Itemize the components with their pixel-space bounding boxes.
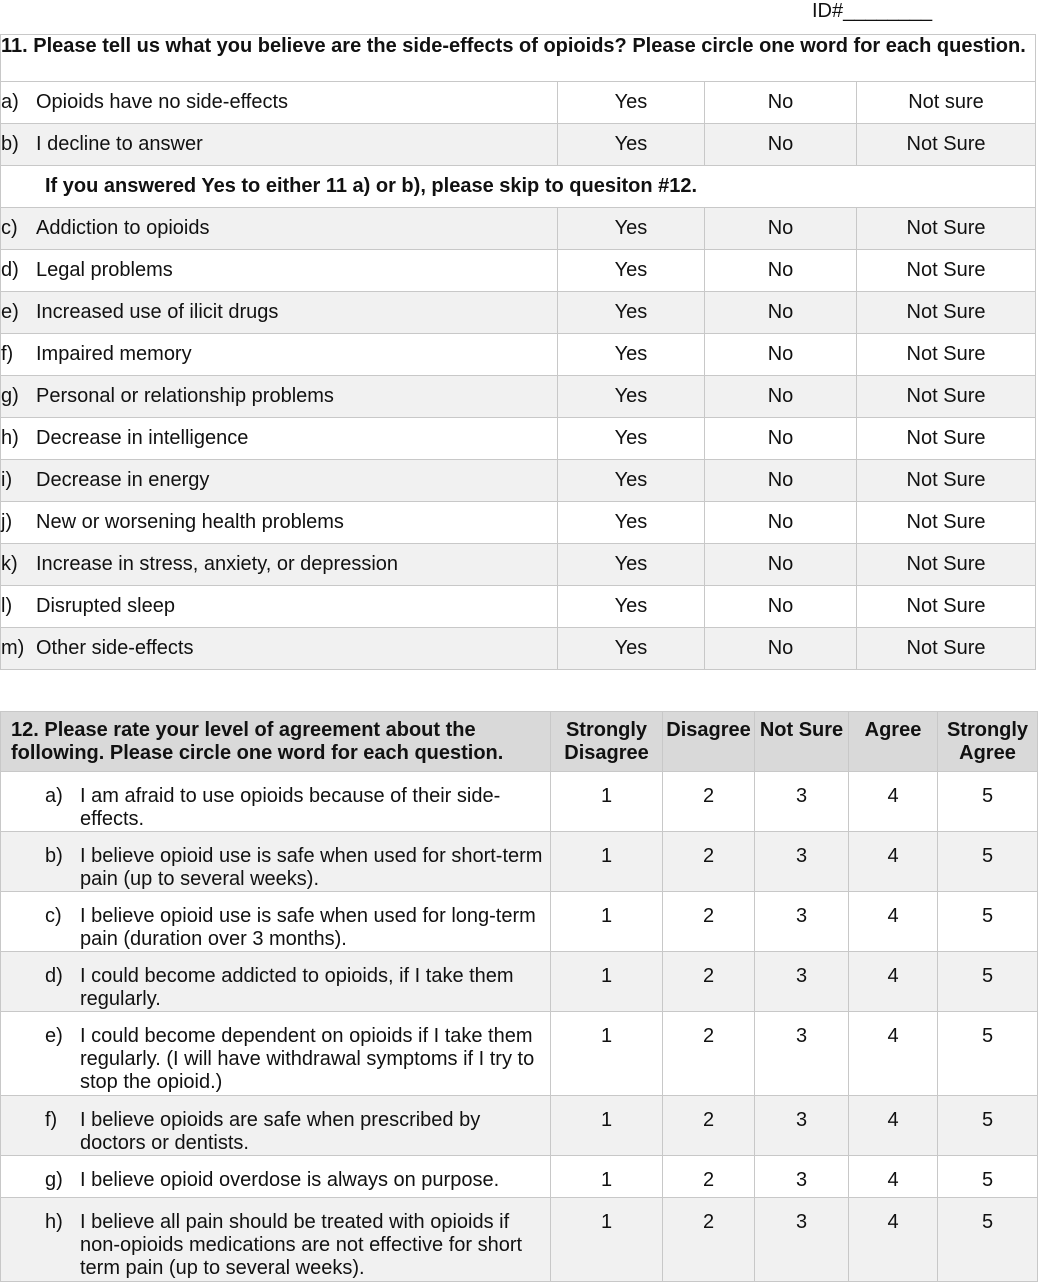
table-row bbox=[1, 892, 1038, 952]
option-not-sure[interactable]: Not Sure bbox=[857, 376, 1036, 418]
item-text: Increase in stress, anxiety, or depression bbox=[36, 553, 399, 575]
table-row bbox=[1, 376, 1036, 418]
table-row bbox=[1, 1012, 1038, 1096]
scale-header: Not Sure bbox=[755, 712, 849, 772]
rating-disagree[interactable]: 2 bbox=[663, 832, 755, 892]
rating-strongly-disagree[interactable]: 1 bbox=[551, 832, 663, 892]
option-yes[interactable]: Yes bbox=[558, 208, 705, 250]
question-11-text: 11. Please tell us what you believe are the side-effects of opioids? Please circle one word for each question. bbox=[1, 35, 1036, 82]
rating-not-sure[interactable]: 3 bbox=[755, 1096, 849, 1156]
scale-header: Agree bbox=[849, 712, 938, 772]
item-letter: c) bbox=[45, 905, 62, 927]
item-text: Addiction to opioids bbox=[36, 217, 210, 239]
rating-agree[interactable]: 4 bbox=[849, 772, 938, 832]
table-row bbox=[1, 1198, 1038, 1282]
item-text: I decline to answer bbox=[36, 133, 203, 155]
table-row bbox=[1, 460, 1036, 502]
item-letter: m) bbox=[1, 637, 25, 659]
option-yes[interactable]: Yes bbox=[558, 502, 705, 544]
item-letter: g) bbox=[1, 385, 19, 407]
rating-not-sure[interactable]: 3 bbox=[755, 1156, 849, 1198]
item-letter: h) bbox=[45, 1211, 63, 1233]
rating-strongly-agree[interactable]: 5 bbox=[938, 1198, 1038, 1282]
option-yes[interactable]: Yes bbox=[558, 124, 705, 166]
item-letter: b) bbox=[45, 845, 63, 867]
rating-agree[interactable]: 4 bbox=[849, 1012, 938, 1096]
rating-strongly-disagree[interactable]: 1 bbox=[551, 1096, 663, 1156]
item-text: Decrease in energy bbox=[36, 469, 210, 491]
option-not-sure[interactable]: Not Sure bbox=[857, 292, 1036, 334]
option-not-sure[interactable]: Not Sure bbox=[857, 250, 1036, 292]
option-not-sure[interactable]: Not Sure bbox=[857, 208, 1036, 250]
item-letter: d) bbox=[45, 965, 63, 987]
rating-disagree[interactable]: 2 bbox=[663, 952, 755, 1012]
option-not-sure[interactable]: Not Sure bbox=[857, 586, 1036, 628]
option-yes[interactable]: Yes bbox=[558, 82, 705, 124]
table-row bbox=[1, 334, 1036, 376]
rating-strongly-disagree[interactable]: 1 bbox=[551, 1156, 663, 1198]
table-row bbox=[1, 502, 1036, 544]
item-letter: e) bbox=[1, 301, 19, 323]
option-yes[interactable]: Yes bbox=[558, 334, 705, 376]
table-row bbox=[1, 1156, 1038, 1198]
rating-not-sure[interactable]: 3 bbox=[755, 1012, 849, 1096]
item-letter: a) bbox=[45, 785, 63, 807]
option-yes[interactable]: Yes bbox=[558, 628, 705, 670]
option-not-sure[interactable]: Not Sure bbox=[857, 334, 1036, 376]
skip-instruction: If you answered Yes to either 11 a) or b), please skip to quesiton #12. bbox=[1, 166, 1036, 208]
scale-header: Strongly Agree bbox=[938, 712, 1038, 772]
option-no[interactable]: No bbox=[705, 418, 857, 460]
table-row bbox=[1, 628, 1036, 670]
item-letter: d) bbox=[1, 259, 19, 281]
rating-agree[interactable]: 4 bbox=[849, 1156, 938, 1198]
table-row bbox=[1, 952, 1038, 1012]
option-yes[interactable]: Yes bbox=[558, 250, 705, 292]
item-text: Increased use of ilicit drugs bbox=[36, 301, 279, 323]
option-no[interactable]: No bbox=[705, 502, 857, 544]
option-not-sure[interactable]: Not Sure bbox=[857, 460, 1036, 502]
table-row bbox=[1, 832, 1038, 892]
rating-disagree[interactable]: 2 bbox=[663, 1198, 755, 1282]
item-text: I am afraid to use opioids because of their side-effects. bbox=[80, 785, 501, 830]
rating-strongly-agree[interactable]: 5 bbox=[938, 892, 1038, 952]
option-no[interactable]: No bbox=[705, 250, 857, 292]
rating-strongly-disagree[interactable]: 1 bbox=[551, 1198, 663, 1282]
option-not-sure[interactable]: Not Sure bbox=[857, 502, 1036, 544]
rating-not-sure[interactable]: 3 bbox=[755, 892, 849, 952]
rating-not-sure[interactable]: 3 bbox=[755, 1198, 849, 1282]
rating-strongly-disagree[interactable]: 1 bbox=[551, 1012, 663, 1096]
option-no[interactable]: No bbox=[705, 82, 857, 124]
item-text: New or worsening health problems bbox=[36, 511, 344, 533]
option-yes[interactable]: Yes bbox=[558, 376, 705, 418]
item-letter: b) bbox=[1, 133, 19, 155]
item-text: I believe opioid use is safe when used for long-term pain (duration over 3 months). bbox=[80, 905, 536, 950]
rating-agree[interactable]: 4 bbox=[849, 832, 938, 892]
item-text: Opioids have no side-effects bbox=[36, 91, 289, 113]
rating-disagree[interactable]: 2 bbox=[663, 892, 755, 952]
option-not-sure[interactable]: Not sure bbox=[857, 82, 1036, 124]
item-text: Legal problems bbox=[36, 259, 173, 281]
option-no[interactable]: No bbox=[705, 628, 857, 670]
rating-strongly-agree[interactable]: 5 bbox=[938, 1096, 1038, 1156]
item-text: Decrease in intelligence bbox=[36, 427, 249, 449]
side-effects-table bbox=[0, 34, 1036, 670]
item-letter: l) bbox=[1, 595, 13, 617]
rating-not-sure[interactable]: 3 bbox=[755, 772, 849, 832]
option-no[interactable]: No bbox=[705, 586, 857, 628]
rating-agree[interactable]: 4 bbox=[849, 952, 938, 1012]
agreement-table bbox=[0, 711, 1038, 1282]
item-text: I believe opioid use is safe when used for short-term pain (up to several weeks). bbox=[80, 845, 543, 890]
item-letter: f) bbox=[45, 1109, 58, 1131]
option-yes[interactable]: Yes bbox=[558, 460, 705, 502]
option-yes[interactable]: Yes bbox=[558, 292, 705, 334]
item-letter: k) bbox=[1, 553, 18, 575]
table-row bbox=[1, 1096, 1038, 1156]
option-no[interactable]: No bbox=[705, 544, 857, 586]
option-not-sure[interactable]: Not Sure bbox=[857, 544, 1036, 586]
item-text: Disrupted sleep bbox=[36, 595, 175, 617]
rating-not-sure[interactable]: 3 bbox=[755, 832, 849, 892]
rating-disagree[interactable]: 2 bbox=[663, 1012, 755, 1096]
rating-disagree[interactable]: 2 bbox=[663, 772, 755, 832]
rating-not-sure[interactable]: 3 bbox=[755, 952, 849, 1012]
table-row bbox=[1, 250, 1036, 292]
scale-header: Strongly Disagree bbox=[551, 712, 663, 772]
item-letter: h) bbox=[1, 427, 19, 449]
rating-strongly-agree[interactable]: 5 bbox=[938, 832, 1038, 892]
item-text: Other side-effects bbox=[36, 637, 194, 659]
rating-agree[interactable]: 4 bbox=[849, 1198, 938, 1282]
participant-id-field[interactable]: ID#________ bbox=[812, 0, 933, 22]
option-no[interactable]: No bbox=[705, 376, 857, 418]
item-letter: a) bbox=[1, 91, 19, 113]
option-yes[interactable]: Yes bbox=[558, 418, 705, 460]
item-letter: c) bbox=[1, 217, 18, 239]
table-row bbox=[1, 124, 1036, 166]
option-yes[interactable]: Yes bbox=[558, 544, 705, 586]
item-text: Personal or relationship problems bbox=[36, 385, 334, 407]
option-no[interactable]: No bbox=[705, 460, 857, 502]
question-12-text: 12. Please rate your level of agreement about the following. Please circle one word for each question. bbox=[1, 712, 551, 772]
rating-strongly-agree[interactable]: 5 bbox=[938, 952, 1038, 1012]
option-not-sure[interactable]: Not Sure bbox=[857, 418, 1036, 460]
option-no[interactable]: No bbox=[705, 208, 857, 250]
item-text: I believe all pain should be treated with opioids if non-opioids medications are not effective for short term pain (up to several weeks). bbox=[80, 1211, 523, 1279]
rating-disagree[interactable]: 2 bbox=[663, 1156, 755, 1198]
option-no[interactable]: No bbox=[705, 292, 857, 334]
rating-strongly-disagree[interactable]: 1 bbox=[551, 892, 663, 952]
table-row bbox=[1, 208, 1036, 250]
item-text: I could become addicted to opioids, if I take them regularly. bbox=[80, 965, 514, 1010]
table-row bbox=[1, 586, 1036, 628]
item-letter: e) bbox=[45, 1025, 63, 1047]
item-letter: i) bbox=[1, 469, 13, 491]
table-row bbox=[1, 292, 1036, 334]
table-row bbox=[1, 772, 1038, 832]
option-yes[interactable]: Yes bbox=[558, 586, 705, 628]
item-text: Impaired memory bbox=[36, 343, 192, 365]
rating-strongly-agree[interactable]: 5 bbox=[938, 772, 1038, 832]
option-not-sure[interactable]: Not Sure bbox=[857, 124, 1036, 166]
option-no[interactable]: No bbox=[705, 124, 857, 166]
rating-strongly-disagree[interactable]: 1 bbox=[551, 772, 663, 832]
table-row bbox=[1, 544, 1036, 586]
item-letter: g) bbox=[45, 1169, 63, 1191]
rating-strongly-disagree[interactable]: 1 bbox=[551, 952, 663, 1012]
option-not-sure[interactable]: Not Sure bbox=[857, 628, 1036, 670]
table-row bbox=[1, 82, 1036, 124]
item-text: I believe opioid overdose is always on purpose. bbox=[80, 1169, 500, 1191]
item-text: I could become dependent on opioids if I take them regularly. (I will have withdrawal symptoms if I try to stop the opioid.) bbox=[80, 1025, 535, 1093]
item-text: I believe opioids are safe when prescribed by doctors or dentists. bbox=[80, 1109, 481, 1154]
table-row bbox=[1, 418, 1036, 460]
rating-agree[interactable]: 4 bbox=[849, 892, 938, 952]
option-no[interactable]: No bbox=[705, 334, 857, 376]
item-letter: f) bbox=[1, 343, 14, 365]
item-letter: j) bbox=[1, 511, 13, 533]
rating-strongly-agree[interactable]: 5 bbox=[938, 1012, 1038, 1096]
rating-agree[interactable]: 4 bbox=[849, 1096, 938, 1156]
scale-header: Disagree bbox=[663, 712, 755, 772]
rating-strongly-agree[interactable]: 5 bbox=[938, 1156, 1038, 1198]
rating-disagree[interactable]: 2 bbox=[663, 1096, 755, 1156]
